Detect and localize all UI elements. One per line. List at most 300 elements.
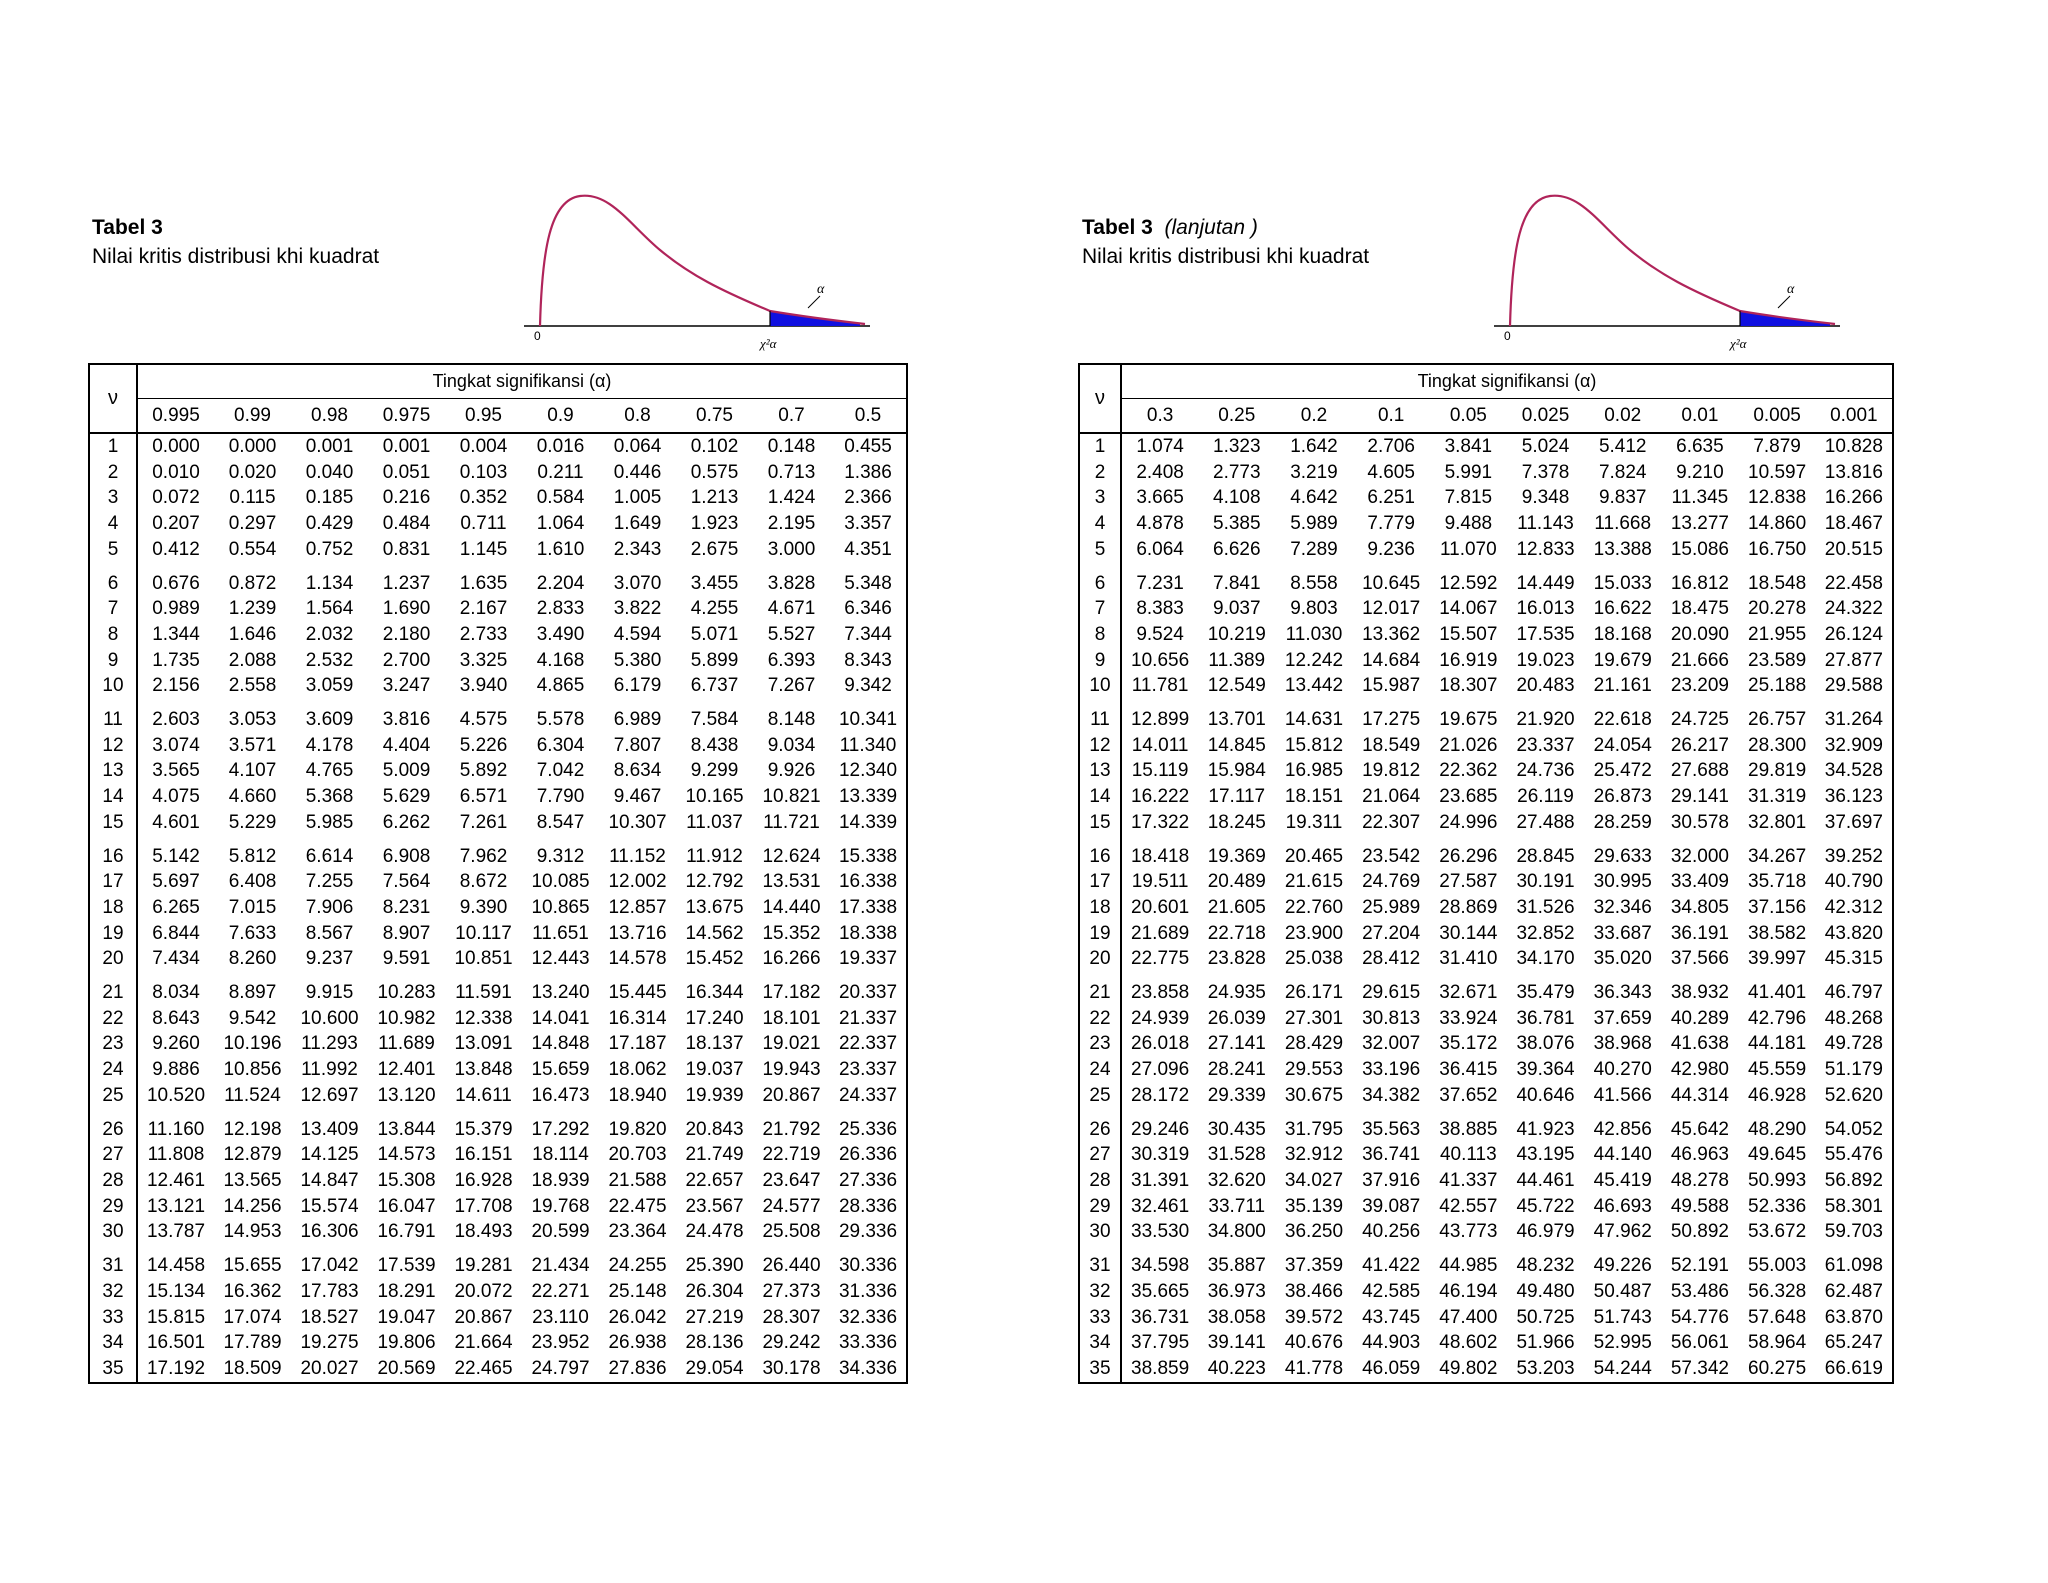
critical-value-cell: 19.337 [838,948,898,970]
critical-value-cell: 6.346 [844,598,892,620]
critical-value-cell: 36.250 [1284,1221,1344,1243]
critical-value-cell: 28.259 [1593,811,1652,833]
critical-value-cell: 6.737 [690,675,739,697]
table-row [89,921,907,947]
critical-value-cell: 11.152 [609,845,666,867]
critical-value-cell: 35.139 [1284,1195,1344,1217]
critical-value-cell: 20.569 [377,1357,436,1379]
table-row [1079,784,1893,810]
critical-value-cell: 26.304 [685,1280,744,1302]
critical-value-cell: 20.599 [531,1221,590,1243]
critical-value-cell: 11.781 [1131,675,1189,697]
critical-value-cell: 18.137 [685,1033,744,1055]
critical-value-cell: 9.886 [152,1059,200,1081]
critical-value-cell: 19.369 [1207,845,1266,867]
critical-value-cell: 13.787 [146,1221,206,1243]
critical-value-cell: 8.231 [382,896,431,918]
critical-value-cell: 18.338 [838,922,898,944]
table-row [1079,810,1893,836]
column-header-alpha: 0.9 [522,399,599,434]
left-figure-curve [540,196,865,326]
degrees-of-freedom-cell: 21 [89,972,137,1006]
critical-value-cell: 9.488 [1444,513,1493,535]
table-row [89,1031,907,1057]
critical-value-cell: 30.191 [1516,871,1575,893]
critical-value-cell: 0.484 [382,513,431,535]
critical-value-cell: 10.520 [146,1084,206,1106]
critical-value-cell: 32.852 [1516,922,1575,944]
critical-value-cell: 2.180 [382,623,431,645]
critical-value-cell: 17.535 [1516,623,1575,645]
critical-value-cell: 3.000 [767,538,816,560]
critical-value-cell: 12.899 [1131,709,1190,731]
critical-value-cell: 4.642 [1290,487,1338,509]
table-row [89,869,907,895]
critical-value-cell: 31.336 [838,1280,898,1302]
degrees-of-freedom-cell: 17 [89,869,137,895]
critical-value-cell: 3.609 [305,709,354,731]
critical-value-cell: 24.725 [1670,709,1729,731]
critical-value-cell: 30.336 [838,1255,898,1277]
critical-value-cell: 26.440 [762,1255,821,1277]
degrees-of-freedom-cell: 23 [1079,1031,1121,1057]
critical-value-cell: 34.267 [1748,845,1807,867]
critical-value-cell: 9.312 [536,845,585,867]
critical-value-cell: 1.323 [1213,436,1261,457]
critical-value-cell: 0.103 [459,461,508,483]
critical-value-cell: 30.813 [1362,1007,1421,1029]
critical-value-cell: 13.675 [685,896,744,918]
critical-value-cell: 51.966 [1516,1332,1575,1354]
table-row [1079,648,1893,674]
critical-value-cell: 15.308 [377,1169,436,1191]
degrees-of-freedom-cell: 26 [89,1109,137,1143]
critical-value-cell: 1.649 [613,513,662,535]
critical-value-cell: 25.989 [1362,896,1421,918]
critical-value-cell: 49.802 [1439,1357,1498,1379]
critical-value-cell: 36.741 [1362,1144,1421,1166]
critical-value-cell: 0.554 [228,538,277,560]
critical-value-cell: 52.336 [1748,1195,1807,1217]
critical-value-cell: 40.223 [1207,1357,1266,1379]
critical-value-cell: 4.107 [228,760,277,782]
critical-value-cell: 14.611 [455,1084,512,1106]
critical-value-cell: 62.487 [1824,1280,1883,1302]
critical-value-cell: 11.340 [839,734,897,756]
critical-value-cell: 21.749 [685,1144,744,1166]
critical-value-cell: 6.844 [152,922,200,944]
critical-value-cell: 18.548 [1748,572,1807,594]
critical-value-cell: 3.816 [382,709,431,731]
critical-value-cell: 8.034 [152,982,200,1004]
critical-value-cell: 41.422 [1362,1255,1421,1277]
column-header-alpha: 0.25 [1198,399,1275,434]
critical-value-cell: 0.831 [382,538,431,560]
critical-value-cell: 32.912 [1284,1144,1344,1166]
critical-value-cell: 18.418 [1131,845,1190,867]
critical-value-cell: 20.601 [1131,896,1190,918]
critical-value-cell: 10.165 [685,786,744,808]
table-row [89,836,907,870]
critical-value-cell: 13.701 [1207,709,1266,731]
critical-value-cell: 53.672 [1748,1221,1807,1243]
critical-value-cell: 19.812 [1362,760,1421,782]
table-row [89,1142,907,1168]
critical-value-cell: 40.676 [1284,1332,1344,1354]
critical-value-cell: 35.887 [1207,1255,1266,1277]
critical-value-cell: 0.102 [690,436,739,457]
critical-value-cell: 35.665 [1131,1280,1190,1302]
critical-value-cell: 19.037 [685,1059,744,1081]
critical-value-cell: 41.778 [1284,1357,1344,1379]
critical-value-cell: 20.515 [1824,538,1883,560]
degrees-of-freedom-cell: 11 [1079,699,1121,733]
critical-value-cell: 0.016 [536,436,585,457]
critical-value-cell: 32.620 [1207,1169,1266,1191]
critical-value-cell: 2.032 [305,623,354,645]
critical-value-cell: 18.467 [1824,513,1883,535]
critical-value-cell: 54.052 [1824,1118,1883,1140]
critical-value-cell: 34.805 [1670,896,1729,918]
critical-value-cell: 8.343 [844,649,892,671]
right-title-text: Tabel 3 [1082,216,1153,239]
column-header-alpha: 0.02 [1584,399,1661,434]
critical-value-cell: 2.532 [305,649,354,671]
critical-value-cell: 31.410 [1439,948,1498,970]
critical-value-cell: 17.117 [1208,786,1266,808]
critical-value-cell: 31.526 [1516,896,1575,918]
table-row [89,1245,907,1279]
critical-value-cell: 5.226 [459,734,508,756]
critical-value-cell: 12.017 [1362,598,1421,620]
critical-value-cell: 0.040 [305,461,354,483]
critical-value-cell: 6.304 [536,734,585,756]
critical-value-cell: 11.689 [378,1033,435,1055]
critical-value-cell: 44.140 [1593,1144,1652,1166]
critical-value-cell: 15.352 [762,922,821,944]
critical-value-cell: 0.020 [228,461,277,483]
table-row [89,648,907,674]
critical-value-cell: 8.634 [613,760,662,782]
critical-value-cell: 2.167 [459,598,508,620]
degrees-of-freedom-cell: 15 [1079,810,1121,836]
degrees-of-freedom-cell: 16 [89,836,137,870]
critical-value-cell: 35.479 [1516,982,1575,1004]
table-row [89,622,907,648]
critical-value-cell: 29.339 [1207,1084,1266,1106]
critical-value-cell: 14.953 [223,1221,282,1243]
critical-value-cell: 46.928 [1748,1084,1807,1106]
critical-value-cell: 13.442 [1284,675,1344,697]
critical-value-cell: 32.909 [1824,734,1883,756]
critical-value-cell: 28.307 [762,1306,821,1328]
critical-value-cell: 14.440 [762,896,821,918]
critical-value-cell: 12.879 [223,1144,282,1166]
critical-value-cell: 4.108 [1213,487,1261,509]
critical-value-cell: 49.588 [1670,1195,1729,1217]
critical-value-cell: 9.591 [382,948,431,970]
critical-value-cell: 7.267 [767,675,816,697]
critical-value-cell: 39.997 [1748,948,1807,970]
degrees-of-freedom-cell: 32 [89,1279,137,1305]
left-significance-header: Tingkat signifikansi (α) [137,364,907,399]
critical-value-cell: 12.792 [685,871,744,893]
critical-value-cell: 36.191 [1670,922,1729,944]
critical-value-cell: 45.722 [1516,1195,1575,1217]
column-header-alpha: 0.5 [830,399,907,434]
critical-value-cell: 7.584 [690,709,739,731]
critical-value-cell: 36.781 [1516,1007,1575,1029]
critical-value-cell: 17.187 [608,1033,667,1055]
table-row [89,810,907,836]
critical-value-cell: 37.566 [1670,948,1729,970]
critical-value-cell: 7.378 [1521,461,1570,483]
critical-value-cell: 3.565 [152,760,200,782]
critical-value-cell: 12.838 [1748,487,1807,509]
degrees-of-freedom-cell: 16 [1079,836,1121,870]
degrees-of-freedom-cell: 9 [1079,648,1121,674]
critical-value-cell: 15.812 [1284,734,1344,756]
critical-value-cell: 20.867 [762,1084,821,1106]
right-table-subtitle: Nilai kritis distribusi khi kuadrat [1082,245,1370,268]
table-row [1079,1057,1893,1083]
critical-value-cell: 10.982 [377,1007,436,1029]
critical-value-cell: 14.573 [377,1144,436,1166]
critical-value-cell: 37.697 [1824,811,1883,833]
critical-value-cell: 38.466 [1284,1280,1344,1302]
critical-value-cell: 23.542 [1362,845,1421,867]
critical-value-cell: 35.563 [1362,1118,1421,1140]
column-header-alpha: 0.3 [1121,399,1198,434]
critical-value-cell: 14.848 [531,1033,590,1055]
column-header-alpha: 0.001 [1816,399,1893,434]
table-row [89,1356,907,1383]
critical-value-cell: 46.797 [1824,982,1883,1004]
critical-value-cell: 0.446 [613,461,662,483]
critical-value-cell: 38.582 [1748,922,1807,944]
degrees-of-freedom-cell: 29 [89,1194,137,1220]
critical-value-cell: 0.872 [228,572,277,594]
critical-value-cell: 23.647 [762,1169,821,1191]
degrees-of-freedom-cell: 8 [1079,622,1121,648]
critical-value-cell: 0.352 [459,487,508,509]
critical-value-cell: 12.833 [1516,538,1575,560]
critical-value-cell: 19.939 [685,1084,744,1106]
critical-value-cell: 32.336 [838,1306,898,1328]
critical-value-cell: 15.659 [531,1059,590,1081]
critical-value-cell: 55.003 [1748,1255,1807,1277]
critical-value-cell: 40.790 [1824,871,1883,893]
critical-value-cell: 2.675 [690,538,739,560]
critical-value-cell: 14.256 [223,1195,282,1217]
table-row [1079,733,1893,759]
degrees-of-freedom-cell: 34 [1079,1330,1121,1356]
critical-value-cell: 6.908 [382,845,431,867]
critical-value-cell: 30.578 [1670,811,1729,833]
critical-value-cell: 21.588 [608,1169,667,1191]
critical-value-cell: 38.885 [1439,1118,1498,1140]
critical-value-cell: 32.000 [1670,845,1729,867]
critical-value-cell: 23.685 [1439,786,1498,808]
critical-value-cell: 16.047 [377,1195,436,1217]
critical-value-cell: 15.134 [146,1280,206,1302]
critical-value-cell: 13.240 [531,982,590,1004]
critical-value-cell: 5.368 [305,786,354,808]
critical-value-cell: 34.528 [1824,760,1883,782]
critical-value-cell: 0.713 [767,461,816,483]
critical-value-cell: 38.076 [1516,1033,1575,1055]
critical-value-cell: 23.337 [1516,734,1575,756]
critical-value-cell: 9.524 [1136,623,1184,645]
critical-value-cell: 10.856 [223,1059,282,1081]
critical-value-cell: 54.244 [1593,1357,1652,1379]
right-significance-header: Tingkat signifikansi (α) [1121,364,1893,399]
critical-value-cell: 37.795 [1131,1332,1190,1354]
critical-value-cell: 3.219 [1290,461,1338,483]
critical-value-cell: 22.465 [454,1357,513,1379]
critical-value-cell: 18.493 [454,1221,513,1243]
critical-value-cell: 0.072 [152,487,200,509]
critical-value-cell: 10.307 [608,811,667,833]
critical-value-cell: 43.820 [1824,922,1883,944]
degrees-of-freedom-cell: 5 [89,537,137,563]
table-row [89,1330,907,1356]
table-row [89,758,907,784]
critical-value-cell: 24.322 [1824,598,1883,620]
critical-value-cell: 25.148 [608,1280,667,1302]
critical-value-cell: 9.260 [152,1033,200,1055]
right-figure-curve [1510,196,1835,326]
critical-value-cell: 0.575 [690,461,739,483]
critical-value-cell: 10.196 [223,1033,282,1055]
critical-value-cell: 7.344 [844,623,892,645]
critical-value-cell: 4.671 [767,598,816,620]
critical-value-cell: 31.795 [1284,1118,1344,1140]
critical-value-cell: 61.098 [1824,1255,1883,1277]
critical-value-cell: 10.597 [1748,461,1807,483]
critical-value-cell: 0.752 [305,538,354,560]
degrees-of-freedom-cell: 14 [1079,784,1121,810]
critical-value-cell: 16.344 [685,982,744,1004]
right-figure-critical-label: χ²α [1730,336,1747,351]
critical-value-cell: 13.339 [838,786,898,808]
critical-value-cell: 30.178 [762,1357,821,1379]
critical-value-cell: 7.879 [1753,436,1801,457]
critical-value-cell: 59.703 [1824,1221,1883,1243]
critical-value-cell: 3.490 [536,623,585,645]
critical-value-cell: 11.143 [1517,513,1574,535]
critical-value-cell: 9.390 [459,896,508,918]
critical-value-cell: 17.708 [454,1195,513,1217]
critical-value-cell: 21.605 [1207,896,1266,918]
critical-value-cell: 6.626 [1213,538,1261,560]
critical-value-cell: 44.985 [1439,1255,1498,1277]
critical-value-cell: 13.531 [762,871,821,893]
critical-value-cell: 20.278 [1748,598,1807,620]
critical-value-cell: 5.348 [844,572,892,594]
critical-value-cell: 54.776 [1670,1306,1729,1328]
critical-value-cell: 11.389 [1208,649,1266,671]
table-row [89,733,907,759]
critical-value-cell: 27.219 [685,1306,744,1328]
critical-value-cell: 50.487 [1593,1280,1652,1302]
critical-value-cell: 42.856 [1593,1118,1652,1140]
critical-value-cell: 7.042 [536,760,585,782]
critical-value-cell: 10.821 [762,786,821,808]
critical-value-cell: 34.027 [1284,1169,1344,1191]
critical-value-cell: 27.141 [1207,1033,1266,1055]
critical-value-cell: 41.638 [1670,1033,1729,1055]
critical-value-cell: 2.366 [844,487,892,509]
critical-value-cell: 6.614 [305,845,354,867]
right-chi-square-figure [1490,190,1850,360]
critical-value-cell: 17.240 [685,1007,744,1029]
critical-value-cell: 5.009 [382,760,431,782]
critical-value-cell: 16.151 [454,1144,513,1166]
critical-value-cell: 20.465 [1284,845,1344,867]
degrees-of-freedom-cell: 26 [1079,1109,1121,1143]
critical-value-cell: 7.434 [152,948,200,970]
table-row [1079,1330,1893,1356]
degrees-of-freedom-cell: 18 [1079,895,1121,921]
critical-value-cell: 0.185 [305,487,354,509]
degrees-of-freedom-cell: 14 [89,784,137,810]
critical-value-cell: 24.478 [685,1221,744,1243]
critical-value-cell: 9.037 [1213,598,1261,620]
column-header-alpha: 0.025 [1507,399,1584,434]
critical-value-cell: 18.101 [762,1007,821,1029]
critical-value-cell: 29.819 [1748,760,1807,782]
critical-value-cell: 45.419 [1593,1169,1652,1191]
degrees-of-freedom-cell: 12 [89,733,137,759]
critical-value-cell: 26.018 [1131,1033,1190,1055]
critical-value-cell: 20.072 [454,1280,513,1302]
critical-value-cell: 29.054 [685,1357,744,1379]
critical-value-cell: 15.815 [146,1306,206,1328]
critical-value-cell: 28.136 [685,1332,744,1354]
critical-value-cell: 8.148 [767,709,816,731]
table-row [89,563,907,597]
critical-value-cell: 17.783 [300,1280,359,1302]
degrees-of-freedom-cell: 35 [1079,1356,1121,1383]
critical-value-cell: 19.311 [1285,811,1343,833]
critical-value-cell: 7.779 [1367,513,1415,535]
critical-value-cell: 11.293 [301,1033,358,1055]
critical-value-cell: 13.277 [1670,513,1729,535]
critical-value-cell: 10.851 [454,948,513,970]
critical-value-cell: 42.557 [1439,1195,1498,1217]
right-table-title [1082,216,1258,240]
critical-value-cell: 13.565 [223,1169,282,1191]
critical-value-cell: 48.602 [1439,1332,1498,1354]
critical-value-cell: 7.633 [228,922,277,944]
degrees-of-freedom-cell: 28 [89,1168,137,1194]
critical-value-cell: 5.985 [305,811,354,833]
critical-value-cell: 3.940 [459,675,508,697]
critical-value-cell: 41.337 [1439,1169,1498,1191]
left-nu-header: ν [89,364,137,433]
critical-value-cell: 42.312 [1824,896,1883,918]
critical-value-cell: 13.409 [300,1118,359,1140]
critical-value-cell: 6.262 [382,811,431,833]
critical-value-cell: 22.307 [1362,811,1421,833]
critical-value-cell: 27.587 [1439,871,1498,893]
critical-value-cell: 53.486 [1670,1280,1729,1302]
critical-value-cell: 43.195 [1516,1144,1575,1166]
critical-value-cell: 37.652 [1439,1084,1498,1106]
critical-value-cell: 7.815 [1444,487,1493,509]
critical-value-cell: 12.198 [223,1118,282,1140]
